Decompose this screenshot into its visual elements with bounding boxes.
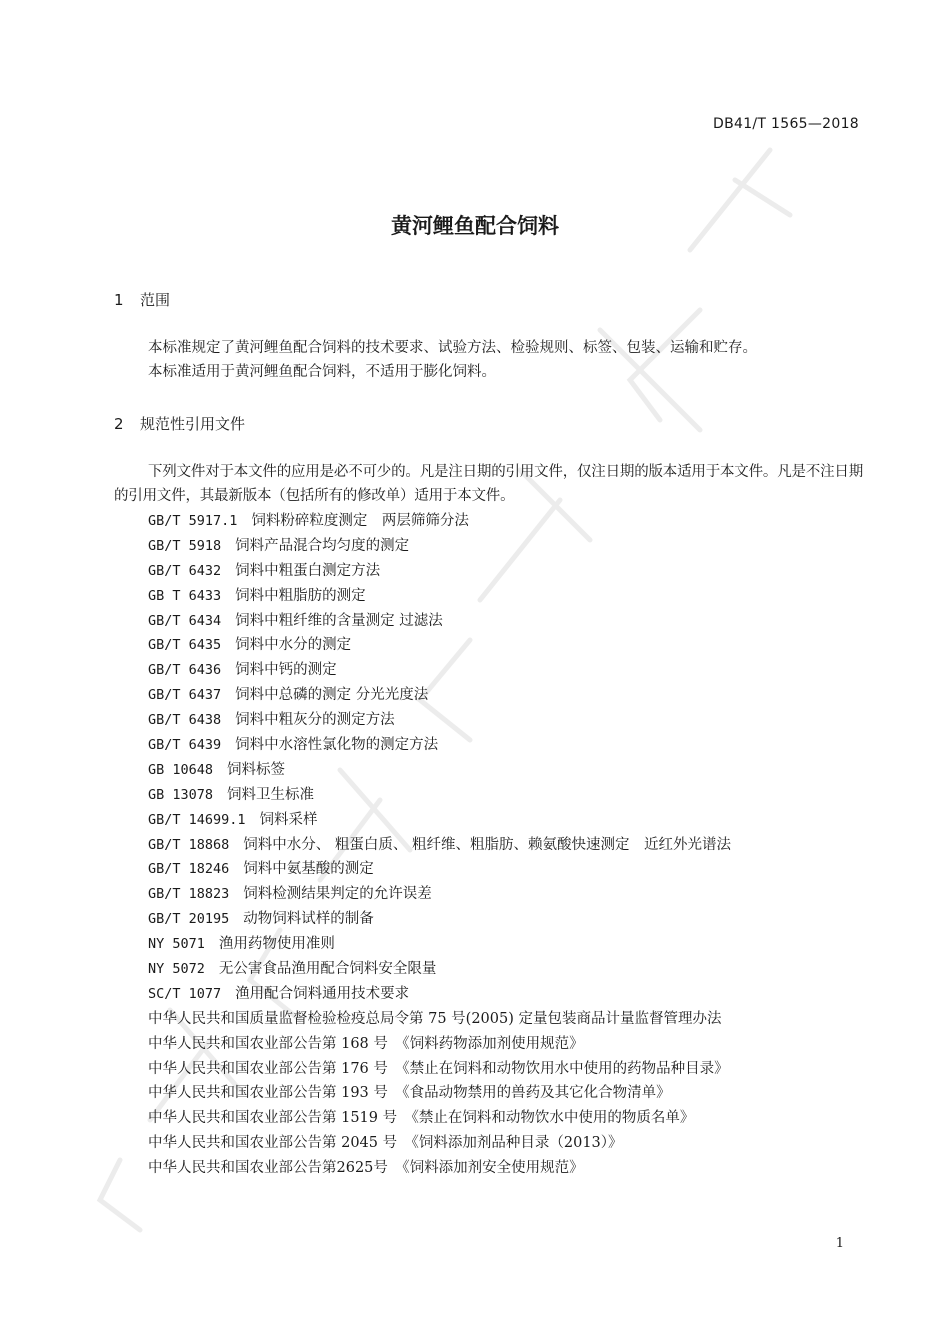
list-item: [148, 559, 731, 584]
section-number: 1: [114, 291, 124, 309]
reference-list: [148, 509, 731, 1181]
reference-code: GB 10648: [148, 761, 214, 778]
list-item: [148, 1106, 731, 1131]
reference-code: GB/T 14699.1: [148, 811, 246, 828]
reference-title: 渔用药物使用准则: [218, 936, 335, 953]
reference-code: GB/T 6439: [148, 737, 222, 754]
page-number: 1: [835, 1236, 844, 1251]
reference-code: GB/T 6432: [148, 562, 222, 579]
list-item: [148, 1131, 731, 1156]
reference-title: 中华人民共和国农业部公告第 1519 号 《禁止在饲料和动物饮水中使用的物质名单》: [148, 1110, 695, 1127]
reference-title: 动物饲料试样的制备: [243, 911, 374, 928]
reference-title: 渔用配合饲料通用技术要求: [235, 985, 410, 1002]
list-item: [148, 1057, 731, 1082]
reference-code: GB/T 6436: [148, 662, 222, 679]
list-item: [148, 957, 731, 982]
list-item: [148, 808, 731, 833]
section-title: 范围: [140, 291, 171, 309]
section-title: 规范性引用文件: [140, 415, 246, 433]
paragraph: 本标准适用于黄河鲤鱼配合饲料，不适用于膨化饲料。: [148, 364, 496, 380]
list-item: [148, 882, 731, 907]
reference-title: 中华人民共和国质量监督检验检疫总局令第 75 号(2005) 定量包装商品计量监督管理办法: [148, 1010, 722, 1027]
reference-title: 饲料中总磷的测定 分光光度法: [235, 687, 429, 704]
document-title: 黄河鲤鱼配合饲料: [391, 214, 559, 238]
reference-code: GB/T 18868: [148, 836, 230, 853]
reference-title: 饲料卫生标准: [227, 786, 315, 803]
reference-code: GB/T 18823: [148, 886, 230, 903]
reference-title: 饲料中水溶性氯化物的测定方法: [235, 737, 439, 754]
list-item: [148, 708, 731, 733]
list-item: [148, 833, 731, 858]
reference-title: 饲料中氨基酸的测定: [243, 861, 374, 878]
reference-code: GB/T 6435: [148, 637, 222, 654]
list-item: [148, 783, 731, 808]
reference-title: 中华人民共和国农业部公告第 193 号 《食品动物禁用的兽药及其它化合物清单》: [148, 1085, 671, 1102]
reference-code: NY 5072: [148, 961, 205, 978]
reference-title: 饲料中水分、 粗蛋白质、 粗纤维、粗脂肪、赖氨酸快速测定 近红外光谱法: [243, 836, 731, 853]
list-item: [148, 683, 731, 708]
list-item: [148, 509, 731, 534]
list-item: [148, 1007, 731, 1032]
paragraph: 本标准规定了黄河鲤鱼配合饲料的技术要求、试验方法、检验规则、标签、包装、运输和贮存。: [148, 340, 757, 356]
reference-title: 饲料中粗蛋白测定方法: [235, 562, 381, 579]
reference-title: 中华人民共和国农业部公告第 2045 号 《饲料添加剂品种目录（2013）》: [148, 1135, 623, 1152]
list-item: [148, 907, 731, 932]
document-code: DB41/T 1565—2018: [713, 116, 859, 132]
section-heading-scope: [114, 289, 170, 310]
list-item: [148, 857, 731, 882]
reference-code: GB/T 6434: [148, 612, 222, 629]
reference-title: 饲料中粗脂肪的测定: [235, 587, 366, 604]
list-item: [148, 932, 731, 957]
reference-code: SC/T 1077: [148, 985, 222, 1002]
reference-title: 饲料中粗灰分的测定方法: [235, 712, 395, 729]
reference-title: 饲料标签: [227, 761, 286, 778]
paragraph: 下列文件对于本文件的应用是必不可少的。凡是注日期的引用文件，仅注日期的版本适用于本文件。凡是不注日期的引用文件，其最新版本（包括所有的修改单）适用于本文件。: [114, 464, 863, 504]
reference-code: GB/T 6438: [148, 712, 222, 729]
list-item: [148, 609, 731, 634]
list-item: [148, 584, 731, 609]
reference-title: 饲料粉碎粒度测定 两层筛筛分法: [251, 513, 469, 529]
reference-code: GB T 6433: [148, 587, 222, 604]
reference-title: 中华人民共和国农业部公告第 176 号 《禁止在饲料和动物饮用水中使用的药物品种目录》: [148, 1060, 729, 1077]
section-heading-normative-references: [114, 413, 245, 434]
list-item: [148, 658, 731, 683]
list-item: [148, 534, 731, 559]
section-number: 2: [114, 415, 124, 433]
list-item: [148, 733, 731, 758]
reference-code: GB/T 6437: [148, 687, 222, 704]
reference-code: NY 5071: [148, 936, 205, 953]
reference-title: 饲料检测结果判定的允许误差: [243, 886, 432, 903]
reference-code: GB/T 18246: [148, 861, 230, 878]
list-item: [148, 982, 731, 1007]
reference-title: 中华人民共和国农业部公告第 168 号 《饲料药物添加剂使用规范》: [148, 1035, 584, 1052]
reference-code: GB/T 5918: [148, 537, 222, 554]
reference-code: GB/T 20195: [148, 911, 230, 928]
references-intro: [114, 460, 874, 508]
reference-title: 饲料中粗纤维的含量测定 过滤法: [235, 612, 443, 629]
reference-title: 无公害食品渔用配合饲料安全限量: [218, 961, 437, 978]
list-item: [148, 633, 731, 658]
reference-title: 饲料中钙的测定: [235, 662, 337, 679]
list-item: [148, 1032, 731, 1057]
reference-title: 饲料中水分的测定: [235, 637, 352, 654]
scope-paragraphs: [114, 336, 874, 384]
list-item: [148, 1156, 731, 1181]
reference-title: 中华人民共和国农业部公告第2625号 《饲料添加剂安全使用规范》: [148, 1160, 584, 1177]
list-item: [148, 758, 731, 783]
reference-code: GB 13078: [148, 786, 214, 803]
reference-title: 饲料产品混合均匀度的测定: [235, 537, 410, 554]
list-item: [148, 1081, 731, 1106]
reference-code: GB/T 5917.1: [148, 513, 238, 529]
reference-title: 饲料采样: [259, 811, 318, 828]
